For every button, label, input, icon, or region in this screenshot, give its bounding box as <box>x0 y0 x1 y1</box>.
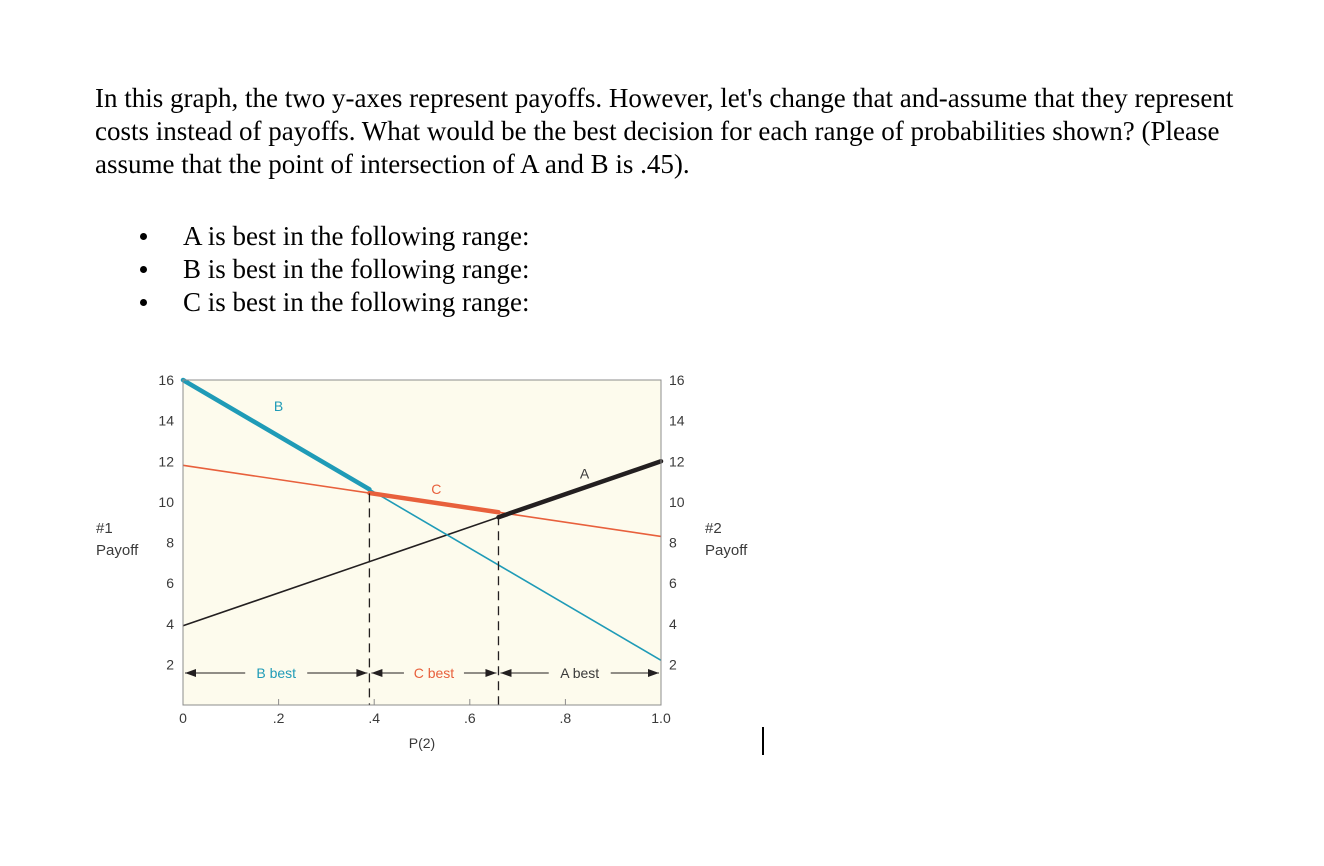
y-tick-right-6: 6 <box>669 575 677 592</box>
y-tick-left-10: 10 <box>158 493 174 510</box>
y-tick-right-16: 16 <box>669 372 685 388</box>
y-tick-right-8: 8 <box>669 534 677 551</box>
y-axis-title-right-line1: #2 <box>705 520 722 537</box>
series-label-c: C <box>431 480 442 497</box>
x-tick-.4: .4 <box>368 710 381 726</box>
region-label-c-best: C best <box>413 665 455 681</box>
range-label-b: B is best in the following range: <box>183 254 530 284</box>
text-cursor <box>762 727 764 755</box>
region-label-b-best: B best <box>256 665 297 681</box>
y-axis-title-right-line2: Payoff <box>705 542 748 559</box>
y-tick-right-10: 10 <box>669 493 685 510</box>
x-axis-title: P(2) <box>408 735 436 751</box>
y-tick-left-12: 12 <box>158 453 174 470</box>
y-tick-left-16: 16 <box>158 372 174 388</box>
y-tick-right-2: 2 <box>669 656 677 673</box>
x-tick-0: 0 <box>179 710 187 726</box>
range-label-c: C is best in the following range: <box>183 287 530 317</box>
plot-background <box>183 380 661 705</box>
question-text: In this graph, the two y-axes represent payoffs. However, let's change that and-assume that they represent costs instead of payoffs. What would be the best decision for each range of probabilities shown? (Please assume that the point of intersection of A and B is .45). <box>95 83 1234 179</box>
y-tick-right-4: 4 <box>669 615 677 632</box>
y-axis-title-left-line2: Payoff <box>96 542 139 559</box>
region-label-a-best: A best <box>560 665 600 681</box>
y-tick-left-6: 6 <box>166 575 174 592</box>
x-tick-.2: .2 <box>272 710 285 726</box>
y-tick-left-8: 8 <box>166 534 174 551</box>
y-tick-left-14: 14 <box>158 412 174 429</box>
x-tick-1.0: 1.0 <box>651 710 671 726</box>
series-label-a: A <box>579 465 590 482</box>
y-tick-right-14: 14 <box>669 412 685 429</box>
y-tick-left-2: 2 <box>166 656 174 673</box>
y-tick-right-12: 12 <box>669 453 685 470</box>
y-tick-left-4: 4 <box>166 615 174 632</box>
series-label-b: B <box>273 398 284 415</box>
x-tick-.8: .8 <box>559 710 572 726</box>
range-label-a: A is best in the following range: <box>183 221 530 251</box>
x-tick-.6: .6 <box>463 710 476 726</box>
y-axis-title-left-line1: #1 <box>96 520 113 537</box>
